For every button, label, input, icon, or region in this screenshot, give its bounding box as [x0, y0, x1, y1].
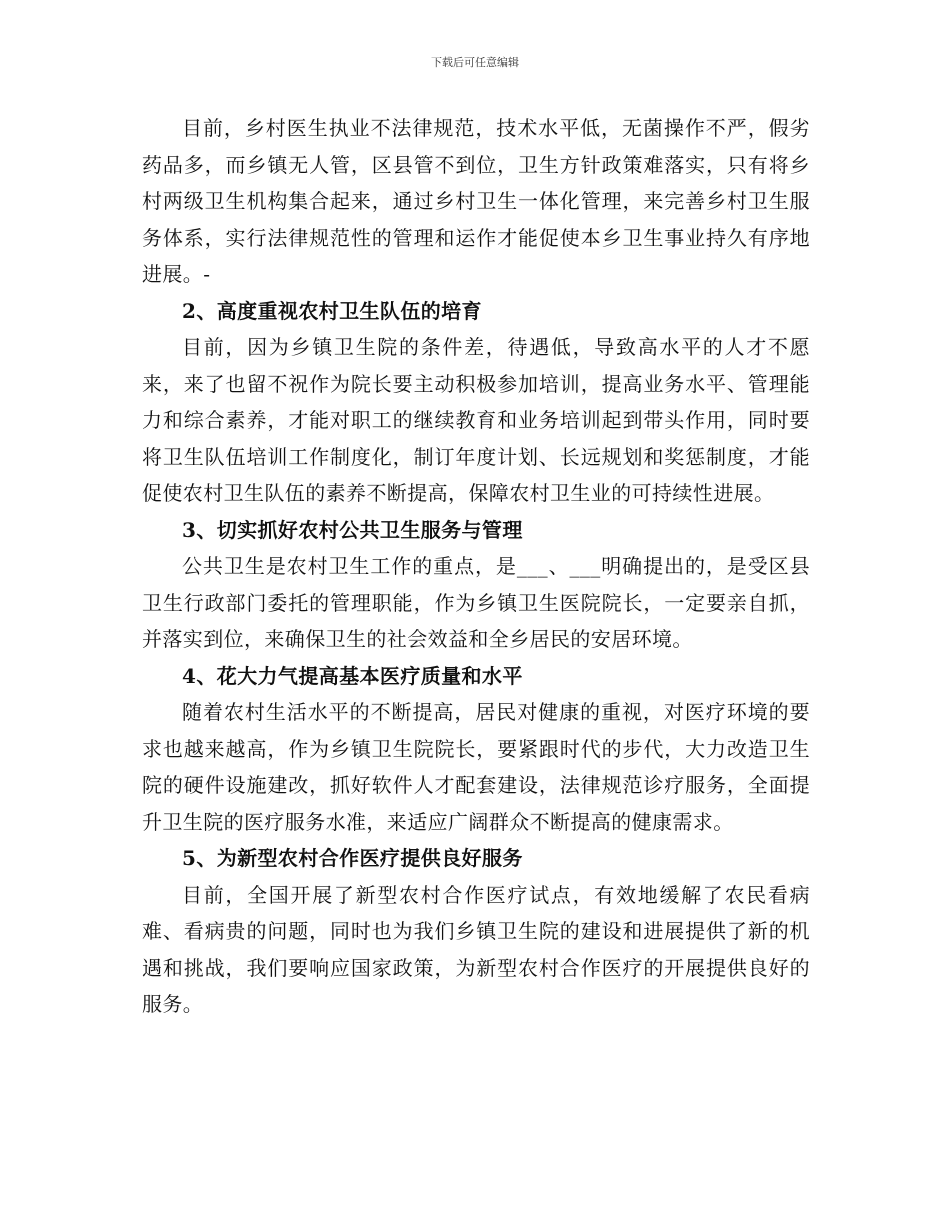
paragraph-2: 目前，因为乡镇卫生院的条件差，待遇低，导致高水平的人才不愿来，来了也留不祝作为院长要主动积极参加培训，提高业务水平、管理能力和综合素养，才能对职工的继续教育和业务培训起到带头作用，同时要将卫生队伍培训工作制度化，制订年度计划、长远规划和奖惩制度，才能促使农村卫生队伍的素养不断提高，保障农村卫生业的可持续性进展。 — [142, 335, 810, 505]
paragraph-3: 公共卫生是农村卫生工作的重点，是___、___明确提出的，是受区县卫生行政部门委托的管理职能，作为乡镇卫生医院院长，一定要亲自抓，并落实到位，来确保卫生的社会效益和全乡居民的安居环境。 — [142, 554, 810, 651]
page-header: 下载后可任意编辑 — [431, 56, 519, 69]
section-heading-4: 4、花大力气提高基本医疗质量和水平 — [182, 663, 523, 688]
section-heading-5: 5、为新型农村合作医疗提供良好服务 — [182, 846, 523, 870]
section-heading-2: 2、高度重视农村卫生队伍的培育 — [182, 298, 482, 323]
paragraph-5: 目前，全国开展了新型农村合作医疗试点，有效地缓解了农民看病难、看病贵的问题，同时也为我们乡镇卫生院的建设和进展提供了新的机遇和挑战，我们要响应国家政策，为新型农村合作医疗的开展提供良好的服务。 — [142, 882, 810, 1016]
paragraph-1: 目前，乡村医生执业不法律规范，技术水平低，无菌操作不严，假劣药品多，而乡镇无人管，区县管不到位，卫生方针政策难落实，只有将乡村两级卫生机构集合起来，通过乡村卫生一体化管理，来完善乡村卫生服务体系，实行法律规范性的管理和运作才能促使本乡卫生事业持久有序地进展。- — [142, 116, 810, 286]
paragraph-4: 随着农村生活水平的不断提高，居民对健康的重视，对医疗环境的要求也越来越高，作为乡镇卫生院院长，要紧跟时代的步代，大力改造卫生院的硬件设施建改，抓好软件人才配套建设，法律规范诊疗服务，全面提升卫生院的医疗服务水准，来适应广阔群众不断提高的健康需求。 — [142, 700, 810, 834]
section-heading-3: 3、切实抓好农村公共卫生服务与管理 — [182, 517, 523, 542]
document-body — [142, 110, 810, 1023]
